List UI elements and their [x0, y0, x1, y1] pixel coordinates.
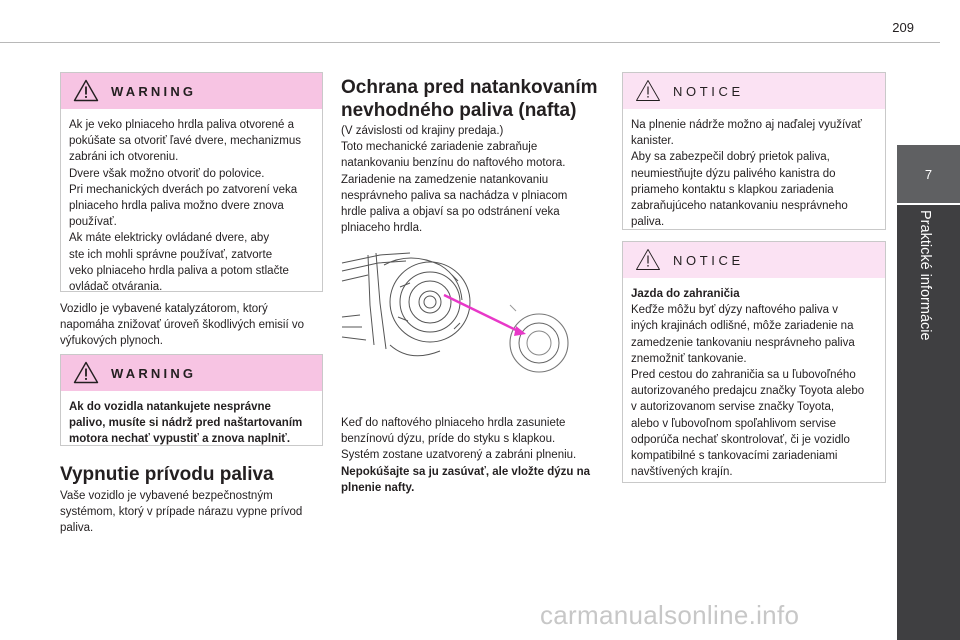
warning-box-header	[61, 73, 322, 109]
notice-body	[623, 278, 885, 488]
text-line: nesprávneho paliva sa nachádza v plniacom	[341, 189, 568, 202]
text-line: kanister.	[631, 135, 674, 148]
warning-title: WARNING	[111, 365, 197, 381]
warning-box-header	[61, 355, 322, 391]
notice-title: NOTICE	[673, 252, 744, 268]
text-line: Zariadenie na zamedzenie natankovaniu	[341, 173, 549, 186]
catalyst-paragraph	[60, 301, 325, 350]
text-line: Vozidlo je vybavené katalyzátorom, ktorý	[60, 303, 268, 315]
warning-title: WARNING	[111, 83, 197, 99]
text-line: znemožniť tankovanie.	[631, 352, 747, 365]
warning-box-fuel-door	[60, 72, 323, 292]
text-line: Keď do naftového plniaceho hrdla zasuniete	[341, 417, 566, 429]
notice-box-abroad	[622, 241, 886, 483]
text-line: Keďže môžu byť dýzy naftového paliva v	[631, 304, 838, 317]
fuel-cutoff-paragraph	[60, 488, 325, 537]
notice-subheading: Jazda do zahraničia	[631, 288, 740, 300]
text-line: veko plniaceho hrdla paliva a potom stlačte	[69, 264, 289, 277]
text-line: iných krajinách odlišné, môže zariadenie na	[631, 320, 854, 333]
text-line: Aby sa zabezpečil dobrý prietok paliva,	[631, 151, 830, 164]
notice-triangle-icon	[635, 248, 661, 271]
text-line: Ak máte elektricky ovládané dvere, aby	[69, 232, 270, 245]
text-line: palivo, musíte si nádrž pred naštartovaním	[69, 417, 303, 430]
text-line: ste ich mohli správne používať, zatvorte	[69, 248, 273, 261]
heading-line: Ochrana pred natankovaním	[341, 77, 598, 98]
nozzle-paragraph	[341, 415, 621, 496]
text-line: hrdle paliva a objaví sa po odstránení veka	[341, 206, 560, 219]
watermark: carmanualsonline.info	[540, 600, 800, 630]
text-line: pokúšate sa otvoriť ľavé dvere, mechanizmus	[69, 135, 302, 148]
text-line: kompatibilné s tankovacími zariadeniami	[631, 450, 838, 463]
text-line: neumiestňujte dýzu palivého kanistra do	[631, 167, 836, 180]
text-line: autorizovaného predajcu značky Toyota alebo	[631, 385, 865, 398]
fuel-filler-illustration	[340, 245, 608, 395]
text-line: napomáha znižovať úroveň škodlivých emisií vo	[60, 319, 305, 332]
text-line: alebo v ľubovoľnom spoľahlivom servise	[631, 417, 837, 430]
text-line: odporúča nechať skontrolovať, či je vozidlo	[631, 433, 850, 446]
header-divider	[0, 42, 940, 43]
text-line: systémom, ktorý v prípade nárazu vypne prívod	[60, 506, 303, 519]
text-line: Pred cestou do zahraničia sa u ľubovoľného	[631, 369, 856, 382]
warning-triangle-icon	[73, 361, 99, 384]
text-line: benzínovú dýzu, príde do styku s klapkou.	[341, 433, 556, 446]
pointer-arrow	[444, 295, 520, 332]
text-line: výfukových plynoch.	[60, 335, 163, 348]
text-line: Systém zostane uzatvorený a zabráni plneniu.	[341, 449, 577, 462]
chapter-number-tab[interactable]: 7	[897, 145, 960, 203]
text-line: paliva.	[631, 216, 665, 229]
section-heading-fuel-cutoff: Vypnutie prívodu paliva	[60, 464, 274, 485]
text-line: Ak je veko plniaceho hrdla paliva otvorené a	[69, 119, 295, 131]
text-line-bold: Nepokúšajte sa ju zasúvať, ale vložte dýzu na	[341, 465, 591, 478]
notice-box-header	[623, 242, 885, 278]
text-line: Vaše vozidlo je vybavené bezpečnostným	[60, 490, 273, 502]
text-line: zabráni ich otvoreniu.	[69, 151, 179, 164]
page-number: 209	[892, 20, 914, 35]
warning-triangle-icon	[73, 79, 99, 102]
notice-box-header	[623, 73, 885, 109]
text-line: Dvere však možno otvoriť do polovice.	[69, 167, 265, 180]
text-line: v autorizovanom servise značky Toyota,	[631, 401, 835, 414]
text-line: Toto mechanické zariadenie zabraňuje	[341, 141, 538, 154]
text-line: ovládač otvárania.	[69, 281, 163, 294]
text-line: motora nechať vypustiť a znova naplniť.	[69, 433, 291, 446]
notice-box-canister	[622, 72, 886, 230]
text-line: navštívených krajín.	[631, 466, 733, 479]
text-line: Ak do vozidla natankujete nesprávne	[69, 401, 271, 413]
text-line: paliva.	[60, 522, 94, 535]
text-line: (V závislosti od krajiny predaja.)	[341, 125, 504, 137]
text-line: priameho kontaktu s klapkou zariadenia	[631, 183, 834, 196]
text-line: používať.	[69, 216, 117, 229]
heading-line: nevhodného paliva (nafta)	[341, 100, 577, 121]
text-line-bold: plnenie nafty.	[341, 481, 415, 494]
notice-triangle-icon	[635, 79, 661, 102]
text-line: zamedzenie tankovaniu nesprávneho paliva	[631, 336, 855, 349]
notice-title: NOTICE	[673, 83, 744, 99]
warning-box-wrong-fuel	[60, 354, 323, 446]
text-line: Pri mechanických dverách po zatvorení veka	[69, 183, 298, 196]
text-line: plniaceho hrdla paliva možno dvere znova	[69, 200, 284, 213]
misfuel-intro-paragraph	[341, 123, 616, 236]
text-line: zabraňujúceho natankovaniu nesprávneho	[631, 200, 848, 213]
text-line: Na plnenie nádrže možno aj naďalej využívať	[631, 119, 862, 131]
text-line: plniaceho hrdla.	[341, 222, 423, 235]
text-line: natankovaniu benzínu do naftového motora.	[341, 157, 566, 170]
notice-body	[623, 109, 885, 238]
section-heading-misfuel-protection	[341, 76, 621, 122]
warning-body	[61, 109, 322, 303]
chapter-title: Praktické informácie	[917, 210, 933, 341]
warning-body	[61, 391, 322, 456]
